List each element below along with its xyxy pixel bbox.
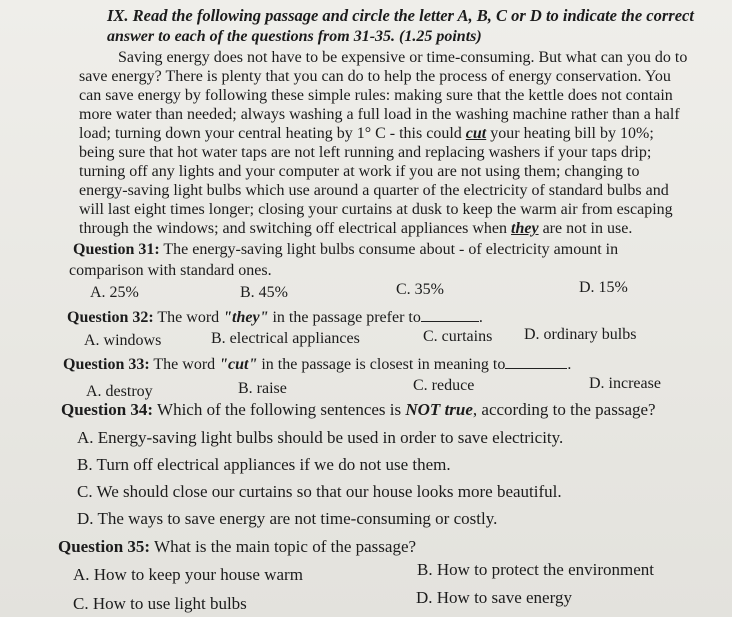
section-subheading: answer to each of the questions from 31-35. (1.25 points) bbox=[107, 28, 482, 45]
q35-option-c[interactable]: C. How to use light bulbs bbox=[73, 594, 247, 613]
question-33 bbox=[63, 354, 571, 375]
q35-option-b[interactable]: B. How to protect the environment bbox=[417, 560, 655, 579]
question-33-period: . bbox=[567, 356, 572, 373]
q34-option-a[interactable]: A. Energy-saving light bulbs should be used in order to save electricity. bbox=[77, 428, 564, 447]
question-34-text-start: Which of the following sentences is bbox=[153, 400, 406, 419]
passage-line-10 bbox=[79, 219, 632, 239]
question-32 bbox=[67, 307, 483, 328]
q33-option-a[interactable]: A. destroy bbox=[86, 383, 153, 400]
passage-line-5-start: load; turning down your central heating by 1° C - this could bbox=[79, 125, 466, 142]
q33-option-b[interactable]: B. raise bbox=[238, 380, 287, 397]
passage-line-3: can save energy by following these simple rules: making sure that the kettle does not contain bbox=[79, 87, 673, 104]
q31-option-d[interactable]: D. 15% bbox=[579, 279, 628, 296]
question-32-text-end: in the passage prefer to bbox=[268, 309, 421, 326]
question-34-text-end: , according to the passage? bbox=[472, 400, 656, 419]
q32-option-c[interactable]: C. curtains bbox=[423, 328, 493, 345]
passage-line-9: will last eight times longer; closing your curtains at dusk to keep the warm air from escaping bbox=[79, 201, 673, 218]
question-35-text: What is the main topic of the passage? bbox=[150, 537, 417, 556]
q35-option-d[interactable]: D. How to save energy bbox=[416, 588, 572, 607]
question-35-label: Question 35: bbox=[58, 537, 151, 556]
question-33-word: "cut" bbox=[219, 356, 258, 373]
question-31 bbox=[73, 240, 618, 260]
q34-option-b[interactable]: B. Turn off electrical appliances if we do not use them. bbox=[77, 455, 451, 474]
question-32-label: Question 32: bbox=[67, 309, 154, 326]
q31-option-a[interactable]: A. 25% bbox=[90, 284, 139, 301]
passage-line-5 bbox=[79, 124, 654, 144]
q32-option-a[interactable]: A. windows bbox=[84, 332, 162, 349]
passage-line-10-end: are not in use. bbox=[538, 220, 633, 237]
question-32-period: . bbox=[478, 309, 483, 326]
passage-line-8: energy-saving light bulbs which use around a quarter of the electricity of standard bulbs and bbox=[79, 182, 669, 199]
question-31-label: Question 31: bbox=[73, 241, 160, 258]
question-33-text-start: The word bbox=[149, 356, 220, 373]
q32-option-d[interactable]: D. ordinary bulbs bbox=[524, 326, 637, 343]
q33-option-d[interactable]: D. increase bbox=[589, 375, 661, 392]
question-34-emphasis: NOT true bbox=[405, 400, 473, 419]
passage-line-2: save energy? There is plenty that you can do to help the process of energy conservation. You bbox=[79, 68, 671, 85]
passage-line-4: more water than needed; always washing a full load in the washing machine rather than a half bbox=[79, 106, 680, 123]
question-32-word: "they" bbox=[223, 309, 269, 326]
question-33-label: Question 33: bbox=[63, 356, 150, 373]
passage-line-7: turning off any lights and your computer at work if you are not using them; changing to bbox=[79, 163, 640, 180]
section-heading: IX. Read the following passage and circle the letter A, B, C or D to indicate the correct bbox=[107, 6, 694, 25]
keyword-cut: cut bbox=[465, 125, 487, 142]
question-35 bbox=[58, 537, 416, 557]
q33-option-c[interactable]: C. reduce bbox=[413, 377, 475, 394]
keyword-they: they bbox=[511, 220, 539, 237]
question-33-blank bbox=[505, 354, 567, 369]
q35-option-a[interactable]: A. How to keep your house warm bbox=[73, 565, 303, 584]
question-32-text-start: The word bbox=[153, 309, 224, 326]
question-32-blank bbox=[421, 307, 479, 322]
question-34-label: Question 34: bbox=[61, 400, 154, 419]
question-34 bbox=[61, 400, 656, 420]
passage-line-10-start: through the windows; and switching off electrical appliances when bbox=[79, 220, 512, 237]
q34-option-d[interactable]: D. The ways to save energy are not time-consuming or costly. bbox=[77, 509, 498, 528]
question-31-text: The energy-saving light bulbs consume about - of electricity amount in bbox=[159, 241, 619, 258]
passage-line-6: being sure that hot water taps are not left running and replacing washers if your taps drip; bbox=[79, 144, 652, 161]
q31-option-c[interactable]: C. 35% bbox=[396, 281, 444, 298]
question-31-text-cont: comparison with standard ones. bbox=[69, 262, 272, 279]
question-33-text-end: in the passage is closest in meaning to bbox=[257, 356, 506, 373]
q32-option-b[interactable]: B. electrical appliances bbox=[211, 330, 360, 347]
q31-option-b[interactable]: B. 45% bbox=[240, 284, 288, 301]
passage-line-1: Saving energy does not have to be expensive or time-consuming. But what can you do to bbox=[118, 49, 688, 66]
passage-line-5-end: your heating bill by 10%; bbox=[486, 125, 654, 142]
q34-option-c[interactable]: C. We should close our curtains so that our house looks more beautiful. bbox=[77, 482, 562, 501]
